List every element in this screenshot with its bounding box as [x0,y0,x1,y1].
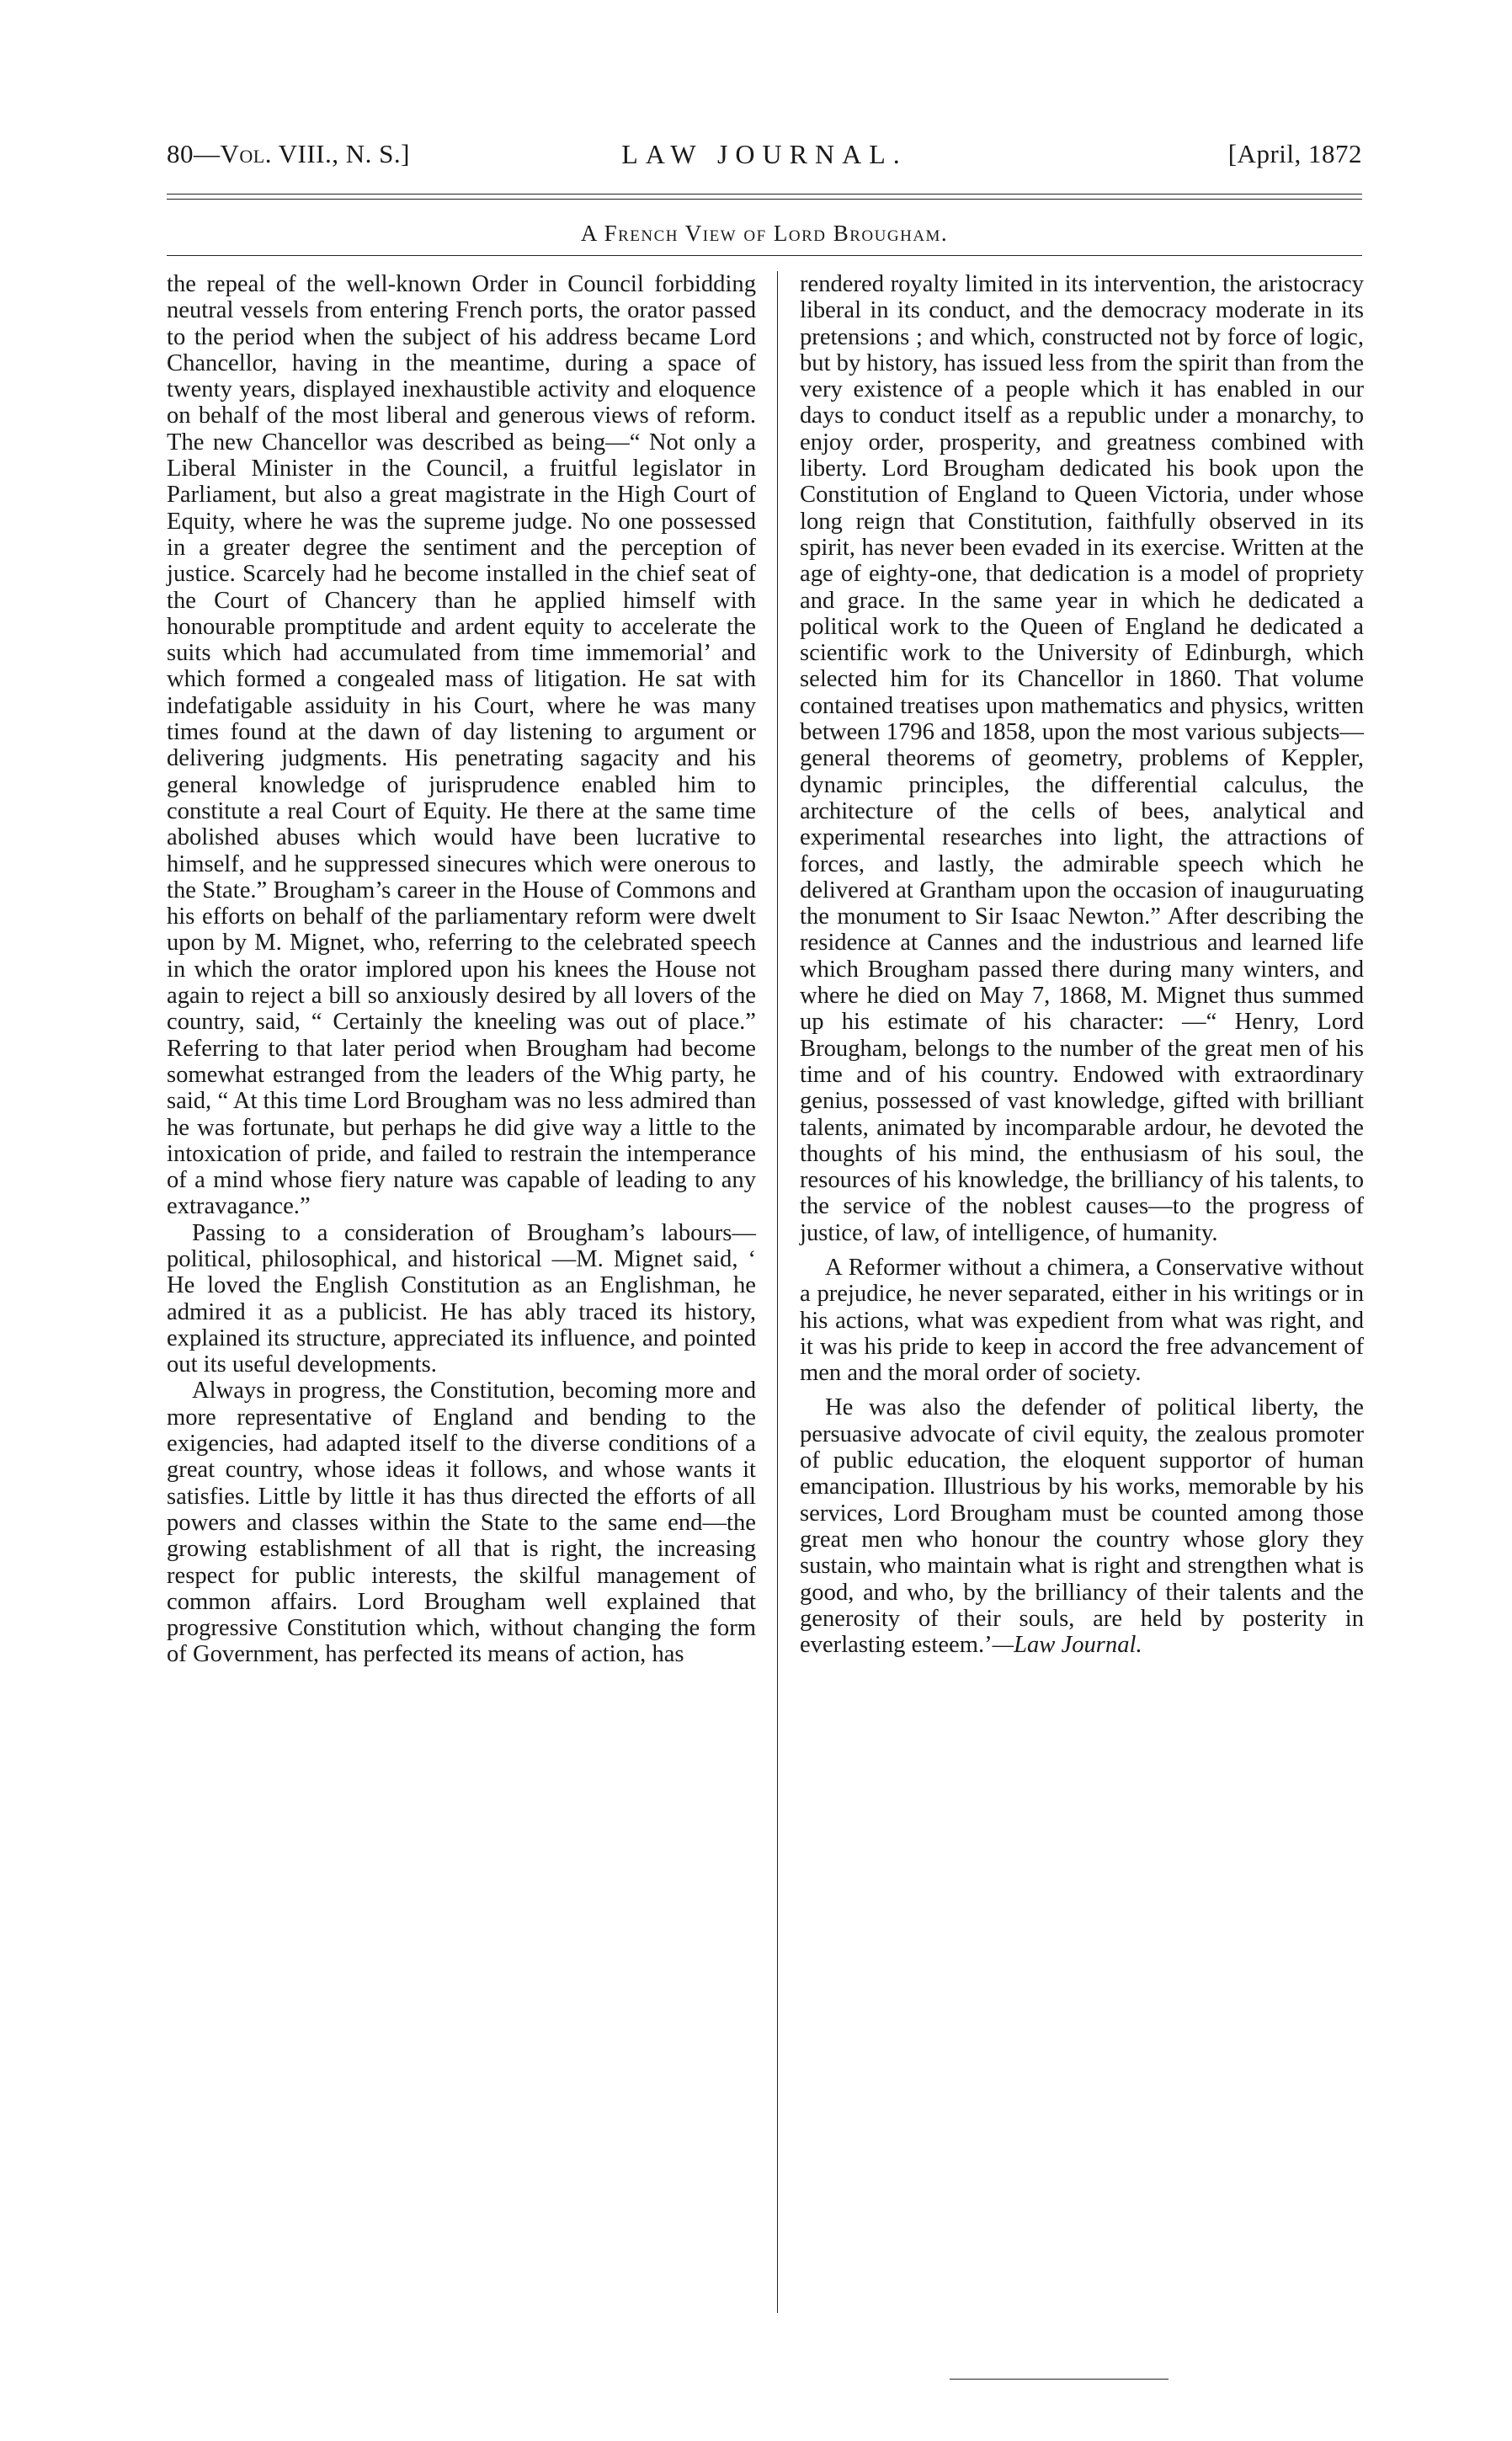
journal-name: LAW JOURNAL. [621,139,908,169]
title-rule [167,255,1362,256]
right-paragraph-3 [800,1394,1364,1658]
column-divider [777,271,778,2313]
volume-reference: 80—Vol. VIII., N. S.] [167,139,410,168]
right-paragraph-1: rendered royalty limited in its intervention, the aristocracy liberal in its conduct, and the democracy moderate in its pretensions ; and which, constructed not by force of logic, but by history, has issued less from the spirit than from the very existence of a people which it has enabled in our days to conduct itself as a republic under a monarchy, to enjoy order, prosperity, and greatness combined with liberty. Lord Brougham dedicated his book upon the Constitution of England to Queen Victoria, under whose long reign that Constitution, faithfully observed in its spirit, has never been evaded in its exercise. Written at the age of eighty-one, that dedication is a model of propriety and grace. In the same year in which he dedicated a political work to the Queen of England he dedicated a scientific work to the University of Edinburgh, which selected him for its Chancellor in 1860. That volume contained treatises upon mathematics and physics, written between 1796 and 1858, upon the most various subjects—general theorems of geometry, problems of Keppler, dynamic principles, the differential calculus, the architecture of the cells of bees, analytical and experimental researches into light, the attractions of forces, and lastly, the admirable speech which he delivered at Grantham upon the occasion of inauguruating the monument to Sir Isaac Newton.” After describing the residence at Cannes and the industrious and learned life which Brougham passed there during many winters, and where he died on May 7, 1868, M. Mignet thus summed up his estimate of his character: —“ Henry, Lord Brougham, belongs to the number of the great men of his time and of his country. Endowed with extraordinary genius, possessed of vast knowledge, gifted with brilliant talents, animated by incomparable ardour, he devoted the thoughts of his mind, the enthusiasm of his soul, the resources of his knowledge, the brilliancy of his talents, to the service of the noblest causes—to the progress of justice, of law, of intelligence, of humanity. [800,271,1365,1246]
right-column [800,271,1364,1658]
left-paragraph-2: Passing to a consideration of Brougham’s labours—political, philosophical, and historical —M. Mignet said, ‘ He loved the English Constitution as an Englishman, he admired it as a publicist. He has ably traced its history, explained its structure, appreciated its influence, and pointed out its useful developments. [167,1219,756,1378]
issue-date: [April, 1872 [1227,139,1362,168]
right-paragraph-3-text: He was also the defender of political liberty, the persuasive advocate of civil equity, the zealous promoter of public education, the eloquent supportor of human emancipation. Illustrious by his works, memorable by his services, Lord Brougham must be counted among those great men who honour the country whose glory they sustain, who maintain what is right and strengthen what is good, and who, by the brilliancy of their talents and the generosity of their souls, are held by posterity in everlasting esteem.’ [800,1394,1364,1659]
header-double-rule [167,194,1362,200]
left-paragraph-1: the repeal of the well-known Order in Council forbidding neutral vessels from entering French ports, the orator passed to the period when the subject of his address became Lord Chancellor, having in the meantime, during a space of twenty years, displayed inexhaustible activity and eloquence on behalf of the most liberal and generous views of reform. The new Chancellor was described as being—“ Not only a Liberal Minister in the Council, a fruitful legislator in Parliament, but also a great magistrate in the High Court of Equity, where he was the supreme judge. No one possessed in a greater degree the sentiment and the perception of justice. Scarcely had he become installed in the chief seat of the Court of Chancery than he applied himself with honourable promptitude and ardent equity to accelerate the suits which had accumulated from time immemorial’ and which formed a congealed mass of litigation. He sat with indefatigable assiduity in his Court, where he was many times found at the dawn of day listening to argument or delivering judgments. His penetrating sagacity and his general knowledge of jurisprudence enabled him to constitute a real Court of Equity. He there at the same time abolished abuses which would have been lucrative to himself, and he suppressed sinecures which were onerous to the State.” Brougham’s career in the House of Commons and his efforts on behalf of the parliamentary reform were dwelt upon by M. Mignet, who, referring to the celebrated speech in which the orator implored upon his knees the House not again to reject a bill so anxiously desired by all lovers of the country, said, “ Certainly the kneeling was out of place.” Referring to that later period when Brougham had become somewhat estranged from the leaders of the Whig party, he said, “ At this time Lord Brougham was no less admired than he was fortunate, but perhaps he did give way a little to the intoxication of pride, and failed to restrain the intemperance of a mind whose fiery nature was capable of leading to any extravagance.” [167,271,756,1220]
left-paragraph-3: Always in progress, the Constitution, becoming more and more representative of England and bending to the exigencies, had adapted itself to the diverse conditions of a great country, whose ideas it follows, and whose wants it satisfies. Little by little it has thus directed the efforts of all powers and classes within the State to the same end—the growing establishment of all that is right, the increasing respect for public interests, the skilful management of common affairs. Lord Brougham well explained that progressive Constitution which, without changing the form of Government, has perfected its means of action, has [167,1378,756,1668]
source-citation: —Law Journal. [992,1632,1142,1659]
running-head [167,139,1362,189]
end-of-article-rule [950,2379,1169,2380]
article-title: A French View of Lord Brougham. [580,221,949,246]
right-paragraph-2: A Reformer without a chimera, a Conservative without a prejudice, he never separated, either in his writings or in his actions, what was expedient from what was right, and it was his pride to keep in accord the free advancement of men and the moral order of society. [800,1254,1364,1387]
left-column [167,271,756,1668]
